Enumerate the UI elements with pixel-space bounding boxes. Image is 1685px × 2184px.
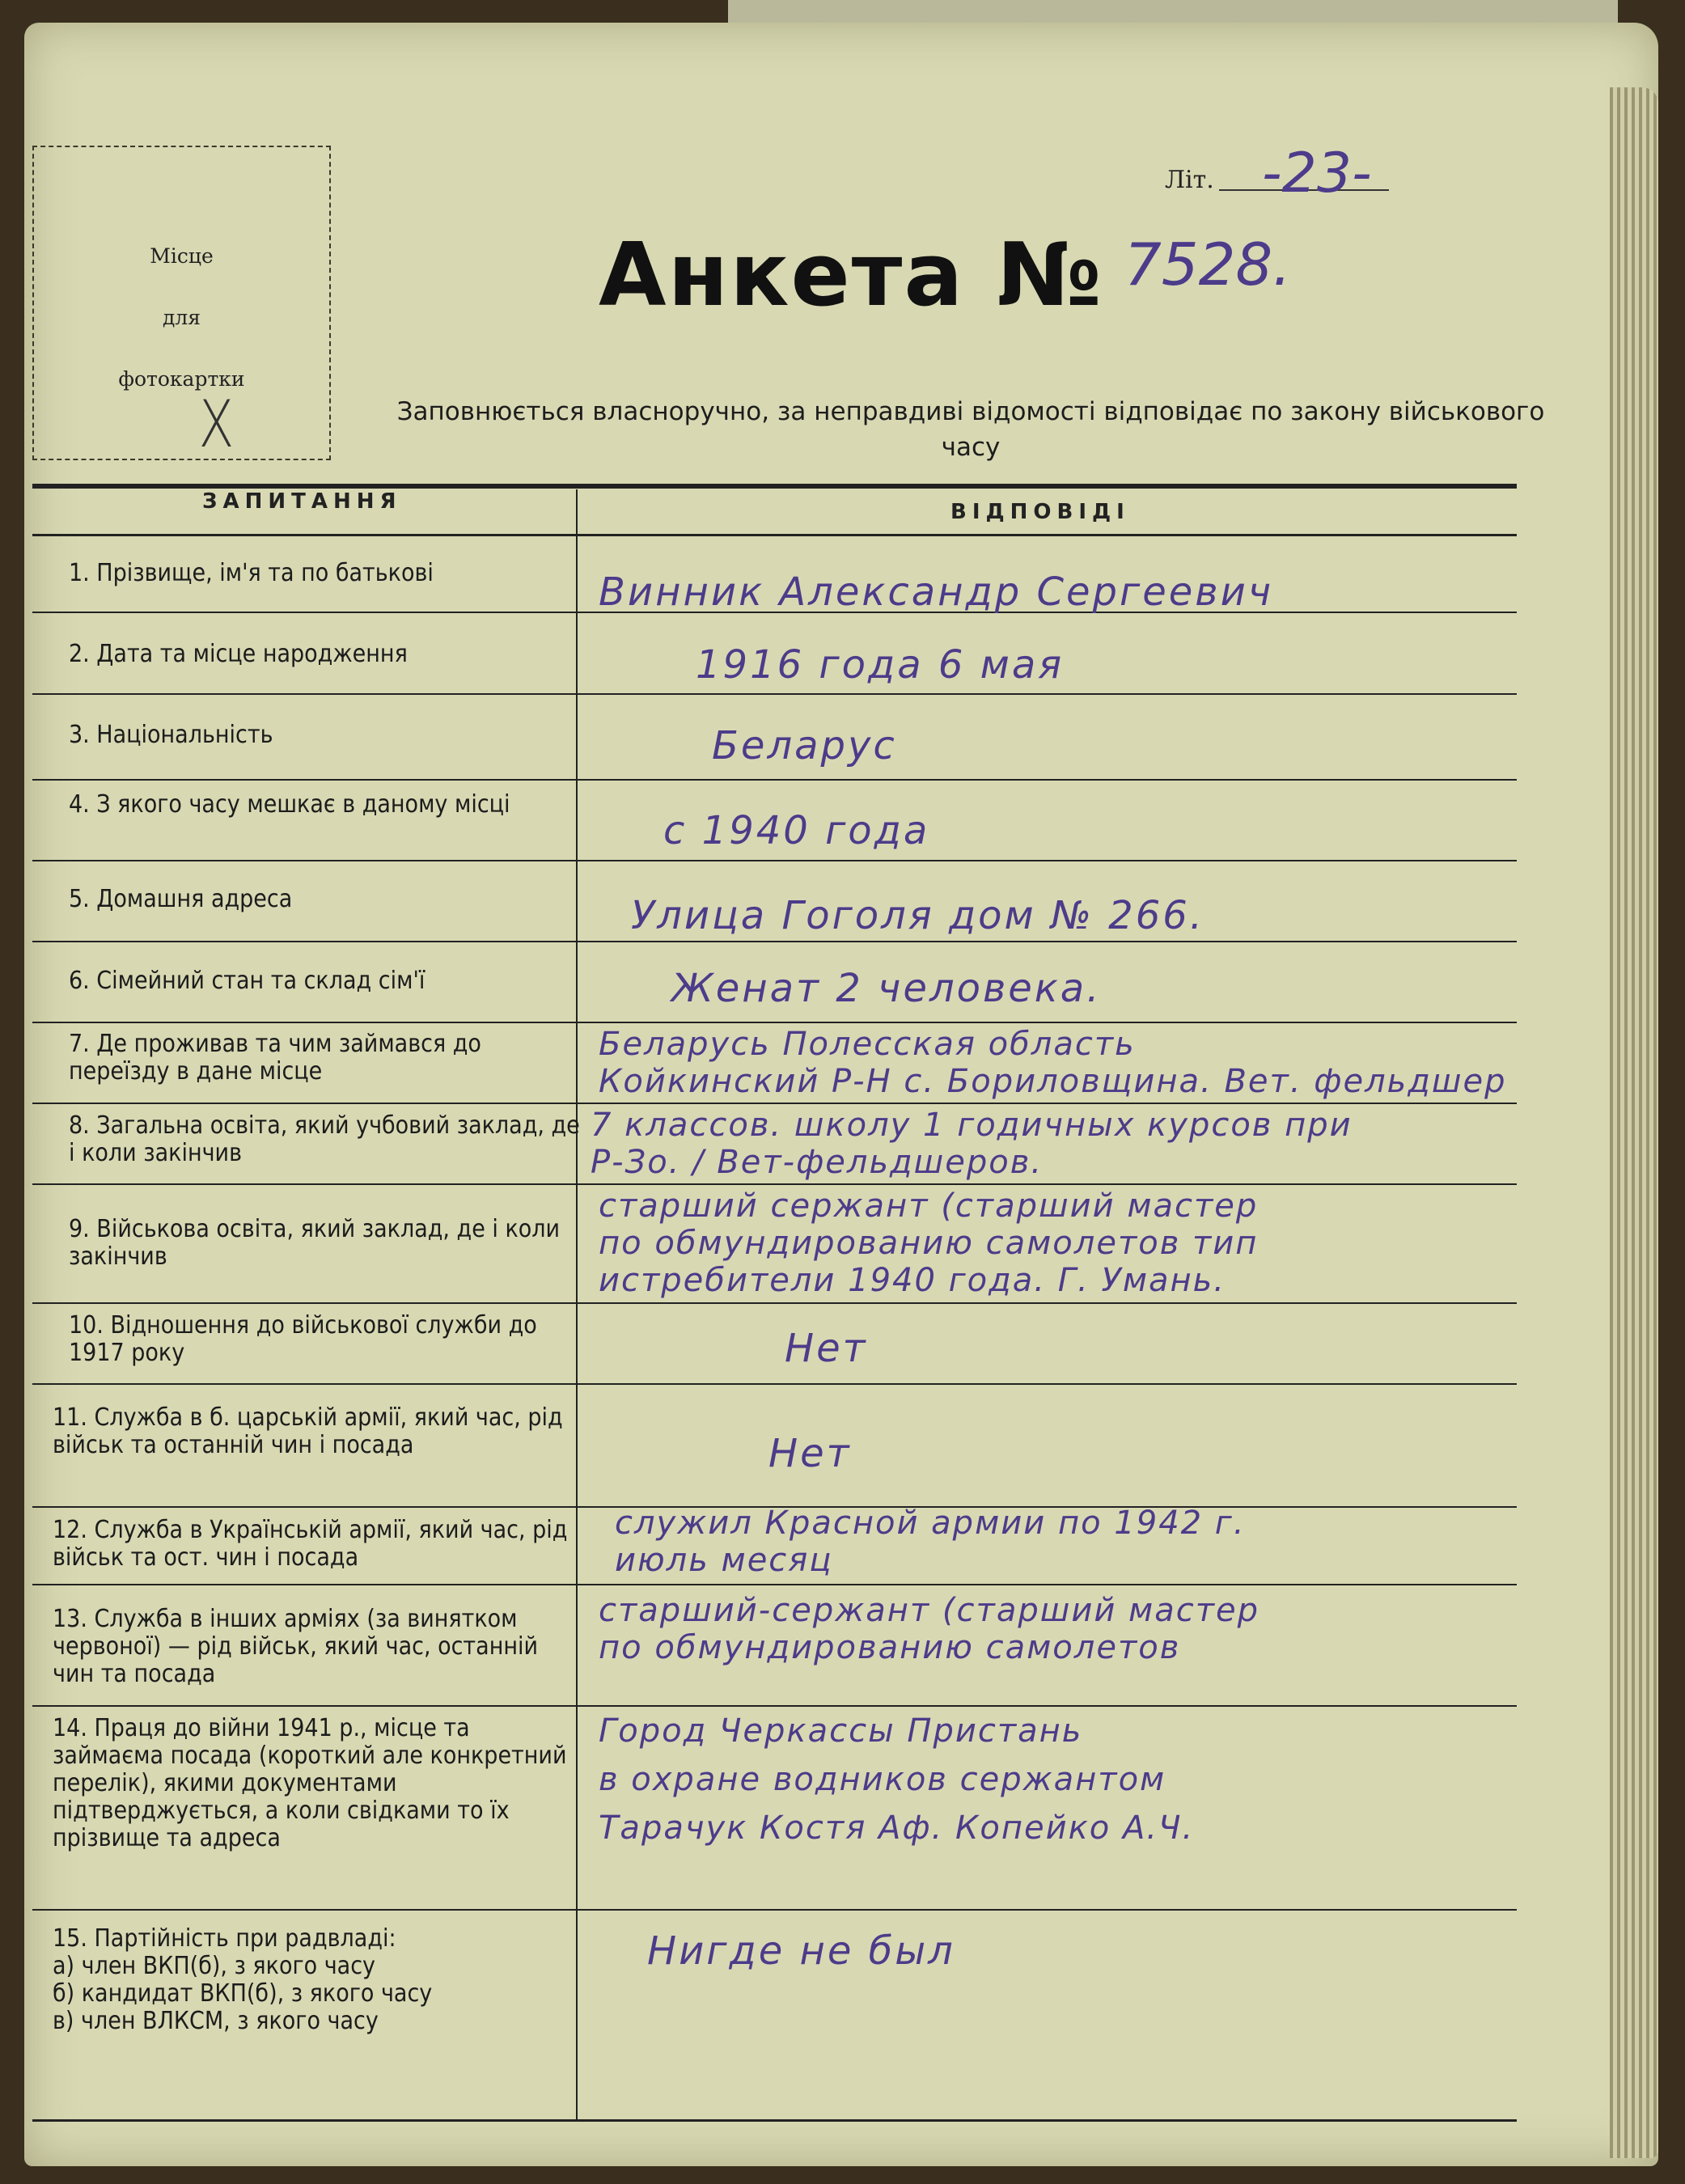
photo-box (32, 146, 331, 460)
question-14: 14. Праця до війни 1941 р., місце та займаєма посада (короткий але конкретний перелік), якими документами підтверджується, а коли свідками то їх прізвище та адреса (53, 1714, 567, 1852)
question-8: 8. Загальна освіта, який учбовий заклад, де і коли закінчив (69, 1111, 580, 1167)
table-bottom-rule (32, 2119, 1517, 2122)
answer-13: старший-сержант (старший мастер по обмундированию самолетов (599, 1592, 1260, 1666)
row-separator (32, 779, 1517, 781)
answer-8: 7 классов. школу 1 годичных курсов при Р-Зо. / Вет-фельдшеров. (591, 1107, 1353, 1181)
question-6: 6. Сімейний стан та склад сім'ї (69, 967, 425, 995)
question-11: 11. Служба в б. царській армії, який час, рід військ та останній чин і посада (53, 1403, 563, 1459)
row-separator (32, 1383, 1517, 1385)
photo-box-line-2: для (162, 306, 201, 329)
row-separator (32, 1022, 1517, 1023)
answer-1: Винник Александр Сергеевич (599, 569, 1274, 615)
row-separator (32, 1584, 1517, 1585)
answer-4: с 1940 года (663, 808, 930, 853)
page-title: Анкета № (599, 225, 1103, 326)
row-separator (32, 1302, 1517, 1304)
answer-6: Женат 2 человека. (671, 966, 1102, 1011)
question-1: 1. Прізвище, ім'я та по батькові (69, 559, 434, 587)
answer-11: Нет (768, 1431, 852, 1476)
lit-label: Літ. (1165, 166, 1214, 194)
row-separator (32, 1103, 1517, 1104)
photo-box-line-1: Місце (150, 244, 214, 268)
question-2: 2. Дата та місце народження (69, 640, 408, 668)
lit-value: -23- (1262, 142, 1372, 205)
question-12: 12. Служба в Українській армії, який час, рід військ та ост. чин і посада (53, 1516, 568, 1572)
answer-10: Нет (785, 1326, 868, 1371)
question-5: 5. Домашня адреса (69, 885, 293, 913)
photo-mark: X (198, 387, 235, 462)
question-4: 4. З якого часу мешкає в даному місці (69, 790, 510, 819)
answer-3: Беларус (712, 723, 897, 768)
header-rule (32, 484, 1517, 489)
col-answers-header: ВІДПОВІДІ (950, 500, 1130, 524)
question-9: 9. Військова освіта, який заклад, де і коли закінчив (69, 1215, 561, 1271)
row-separator (32, 860, 1517, 861)
title-number: 7528. (1124, 231, 1292, 298)
answer-15: Нигде не был (647, 1928, 955, 1974)
row-separator (32, 1183, 1517, 1185)
answer-2: 1916 года 6 мая (696, 642, 1065, 688)
question-3: 3. Національність (69, 721, 273, 749)
answer-14: Город Черкассы Пристань в охране водников сержантом Тарачук Костя Аф. Копейко А.Ч. (599, 1712, 1195, 1847)
question-15: 15. Партійність при радвладі: а) член ВКП(б), з якого часу б) кандидат ВКП(б), з якого часу в) член ВЛКСМ, з якого часу (53, 1924, 433, 2035)
answer-9: старший сержант (старший мастер по обмундированию самолетов тип истребители 1940 года. Г. Умань. (599, 1187, 1259, 1299)
row-separator (32, 941, 1517, 942)
subtitle: Заповнюється власноручно, за неправдиві відомості відповідає по закону військового часу (396, 397, 1545, 462)
row-separator (32, 1909, 1517, 1911)
question-7: 7. Де проживав та чим займався до переїзду в дане місце (69, 1030, 481, 1086)
row-separator (32, 693, 1517, 695)
answer-5: Улица Гоголя дом № 266. (631, 893, 1205, 938)
col-questions-header: ЗАПИТАННЯ (202, 489, 402, 514)
answer-7: Беларусь Полесская область Койкинский Р-Н с. Бориловщина. Вет. фельдшер (599, 1026, 1507, 1100)
answer-12: служил Красной армии по 1942 г. июль месяц (615, 1505, 1246, 1579)
column-header-rule (32, 534, 1517, 536)
question-10: 10. Відношення до військової служби до 1917 року (69, 1311, 537, 1367)
photo-box-line-3: фотокартки (118, 367, 245, 391)
question-13: 13. Служба в інших арміях (за винятком червоної) — рід військ, який час, останній чин та посада (53, 1605, 539, 1688)
